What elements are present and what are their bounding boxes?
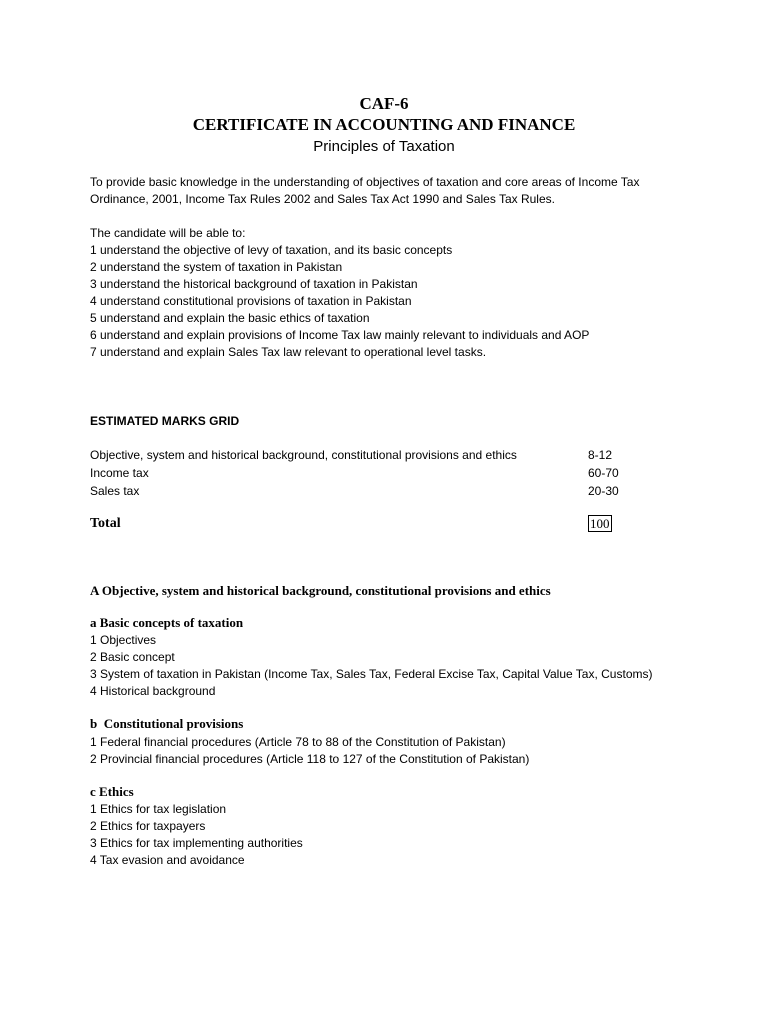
subsection-c-item: 1 Ethics for tax legislation [90, 802, 227, 816]
outcomes-lead: The candidate will be able to: [90, 226, 246, 240]
section-a-heading: A Objective, system and historical background, constitutional provisions and ethics [90, 583, 551, 598]
outcome-item: 3 understand the historical background of taxation in Pakistan [90, 277, 418, 291]
outcome-item: 7 understand and explain Sales Tax law relevant to operational level tasks. [90, 345, 487, 359]
outcome-item: 5 understand and explain the basic ethics of taxation [90, 311, 370, 325]
subsection-b-item: 2 Provincial financial procedures (Article 118 to 127 of the Constitution of Pakistan) [90, 752, 530, 766]
marks-row-label: Sales tax [90, 484, 140, 498]
document-title: CERTIFICATE IN ACCOUNTING AND FINANCE [192, 115, 576, 134]
marks-row-label: Objective, system and historical background, constitutional provisions and ethics [90, 448, 517, 462]
subsection-a-item: 3 System of taxation in Pakistan (Income Tax, Sales Tax, Federal Excise Tax, Capital Value Tax, Customs) [90, 667, 653, 681]
subsection-c-heading: c Ethics [90, 784, 134, 799]
subsection-b-heading: b Constitutional provisions [90, 716, 244, 731]
outcome-item: 2 understand the system of taxation in Pakistan [90, 260, 343, 274]
marks-total-value: 100 [590, 516, 610, 531]
intro-line-1: To provide basic knowledge in the understanding of objectives of taxation and core areas of Income Tax [90, 175, 640, 189]
marks-row-label: Income tax [90, 466, 149, 480]
marks-total-label: Total [90, 516, 121, 531]
document-subtitle: Principles of Taxation [313, 138, 455, 155]
marks-grid-heading: ESTIMATED MARKS GRID [90, 414, 240, 428]
subsection-c-item: 2 Ethics for taxpayers [90, 819, 206, 833]
subsection-a-heading: a Basic concepts of taxation [90, 615, 244, 630]
marks-row-value: 20-30 [588, 484, 619, 498]
course-code: CAF-6 [359, 94, 409, 113]
outcome-item: 6 understand and explain provisions of Income Tax law mainly relevant to individuals and AOP [90, 328, 590, 342]
subsection-c-item: 4 Tax evasion and avoidance [90, 853, 245, 867]
outcome-item: 1 understand the objective of levy of taxation, and its basic concepts [90, 243, 453, 257]
subsection-a-item: 4 Historical background [90, 684, 216, 698]
intro-line-2: Ordinance, 2001, Income Tax Rules 2002 and Sales Tax Act 1990 and Sales Tax Rules. [90, 192, 555, 206]
subsection-b-item: 1 Federal financial procedures (Article 78 to 88 of the Constitution of Pakistan) [90, 735, 506, 749]
marks-row-value: 60-70 [588, 466, 619, 480]
subsection-a-item: 1 Objectives [90, 633, 157, 647]
outcome-item: 4 understand constitutional provisions of taxation in Pakistan [90, 294, 412, 308]
subsection-c-item: 3 Ethics for tax implementing authorities [90, 836, 303, 850]
subsection-a-item: 2 Basic concept [90, 650, 175, 664]
marks-row-value: 8-12 [588, 448, 613, 462]
